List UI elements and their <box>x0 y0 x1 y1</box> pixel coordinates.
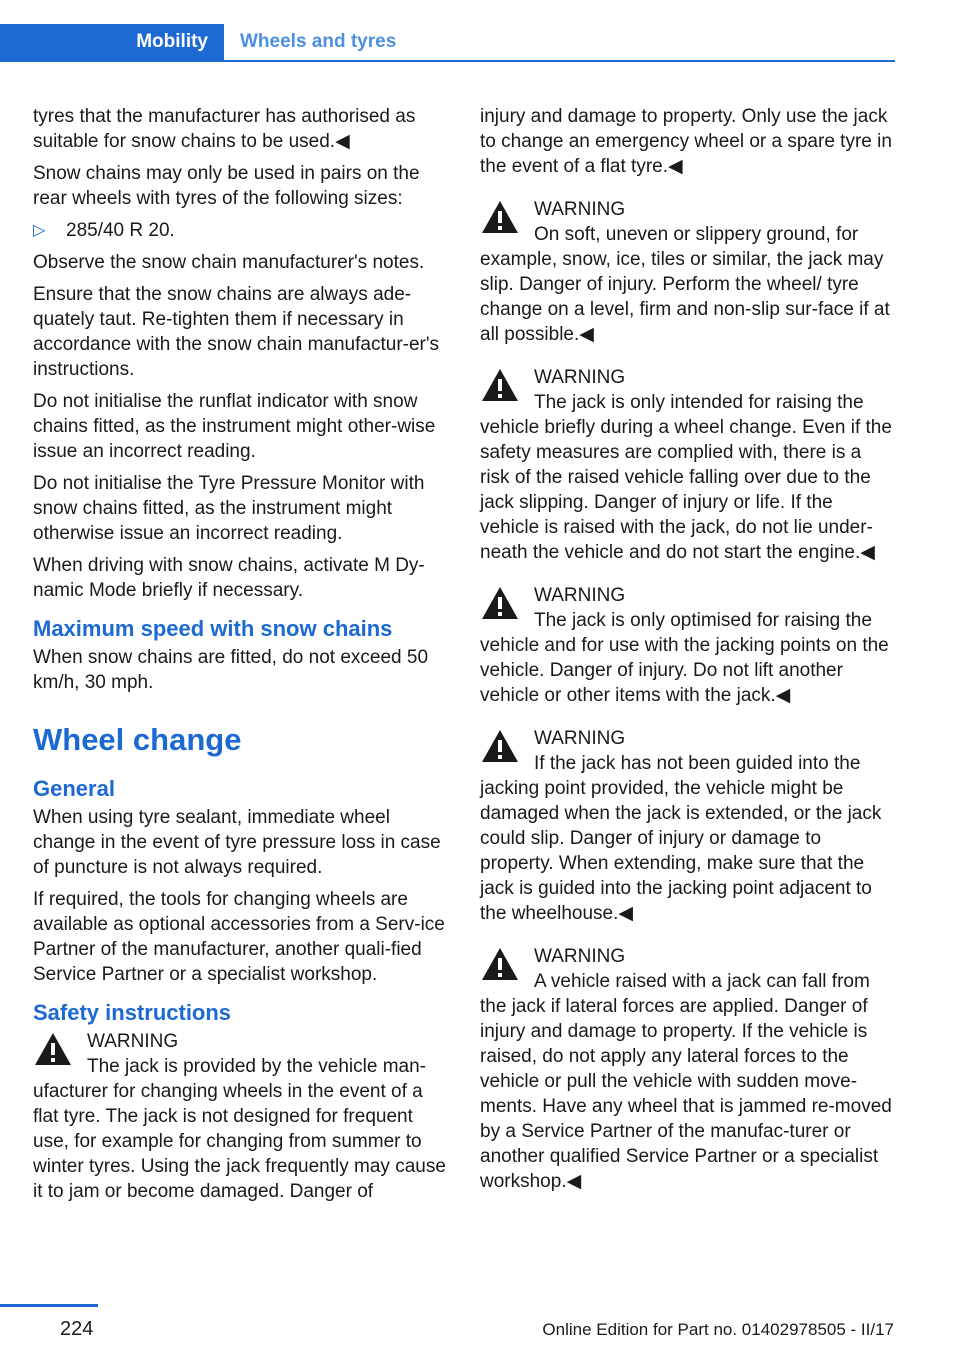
header-divider <box>0 60 895 62</box>
warning-triangle-icon <box>480 946 520 982</box>
paragraph: Do not initialise the Tyre Pressure Monitor with snow chains fitted, as the instrument might otherwise issue an incorrect reading. <box>33 473 425 544</box>
subsection-tab-wheels-and-tyres: Wheels and tyres <box>240 31 397 52</box>
paragraph: Ensure that the snow chains are always ade‐quately taut. Re-tighten them if necessary in accordance with the snow chain manufactur‐er's instructions. <box>33 284 439 380</box>
page-header <box>0 24 895 62</box>
warning-title: WARNING <box>534 946 626 967</box>
paragraph: Snow chains may only be used in pairs on the rear wheels with tyres of the following sizes: <box>33 163 420 209</box>
warning-text: The jack is provided by the vehicle man‐ufacturer for changing wheels in the event of a flat tyre. The jack is not designed for frequent use, for example for changing from summer to winter tyres. Using the jack frequently may cause it to jam or become damaged. Danger of <box>33 1056 446 1202</box>
warning-triangle-icon <box>33 1031 73 1067</box>
warning-title: WARNING <box>87 1031 179 1052</box>
warning-block <box>480 583 896 708</box>
page-number: 224 <box>60 1318 94 1340</box>
warning-triangle-icon <box>480 728 520 764</box>
list-item-text: 285/40 R 20. <box>66 220 175 241</box>
warning-title: WARNING <box>534 367 626 388</box>
list-item <box>33 218 453 243</box>
bullet-marker-icon: ▷ <box>33 222 46 239</box>
edition-note: Online Edition for Part no. 01402978505 - II/17 <box>542 1320 894 1339</box>
heading-safety-instructions: Safety instructions <box>33 1000 232 1025</box>
section-tab-mobility: Mobility <box>0 24 224 60</box>
warning-text: The jack is only optimised for raising the vehicle and for use with the jacking points on the vehicle. Danger of injury. Do not lift another vehicle or other items with the jack.◀ <box>480 610 889 706</box>
warning-text: A vehicle raised with a jack can fall from the jack if lateral forces are applied. Danger of injury and damage to property. If the vehicle is raised, do not apply any lateral forces to the vehicle or pull the vehicle with sudden move‐ments. Have any wheel that is jammed re‐moved by a Service Partner of the manufac‐turer or another qualified Service Partner or a specialist workshop.◀ <box>480 971 892 1192</box>
heading-general: General <box>33 776 115 801</box>
paragraph: When using tyre sealant, immediate wheel change in the event of tyre pressure loss in case of puncture is not always required. <box>33 807 441 878</box>
warning-block <box>480 944 896 1194</box>
warning-text: The jack is only intended for raising the vehicle briefly during a wheel change. Even if the safety measures are complied with, there is a risk of the raised vehicle falling over due to the jack slipping. Danger of injury or life. If the vehicle is raised with the jack, do not lie under‐neath the vehicle and do not start the engine.◀ <box>480 392 892 563</box>
paragraph: Observe the snow chain manufacturer's notes. <box>33 252 425 273</box>
warning-text: If the jack has not been guided into the jacking point provided, the vehicle might be damaged when the jack is extended, or the jack could slip. Danger of injury or damage to property. When extending, make sure that the jack is guided into the jacking point adjacent to the wheelhouse.◀ <box>480 753 882 924</box>
heading-max-speed: Maximum speed with snow chains <box>33 616 393 641</box>
right-column <box>480 104 896 1212</box>
paragraph: When driving with snow chains, activate M Dy‐namic Mode briefly if necessary. <box>33 555 425 601</box>
left-column <box>33 104 453 1222</box>
warning-block <box>480 197 896 347</box>
heading-wheel-change: Wheel change <box>33 722 242 757</box>
warning-title: WARNING <box>534 728 626 749</box>
paragraph: Do not initialise the runflat indicator with snow chains fitted, as the instrument might other‐wise issue an incorrect reading. <box>33 391 436 462</box>
warning-text: On soft, uneven or slippery ground, for example, snow, ice, tiles or similar, the jack may slip. Danger of injury. Perform the wheel/ tyre change on a level, firm and non-slip sur‐face if at all possible.◀ <box>480 224 890 345</box>
warning-block <box>33 1029 453 1204</box>
footer-divider <box>0 1304 98 1307</box>
warning-title: WARNING <box>534 199 626 220</box>
paragraph: If required, the tools for changing wheels are available as optional accessories from a Serv‐ice Partner of the manufacturer, another quali‐fied Service Partner or a specialist workshop. <box>33 889 445 985</box>
warning-triangle-icon <box>480 585 520 621</box>
warning-title: WARNING <box>534 585 626 606</box>
warning-block <box>480 365 896 565</box>
warning-block <box>480 726 896 926</box>
warning-triangle-icon <box>480 367 520 403</box>
paragraph: injury and damage to property. Only use the jack to change an emergency wheel or a spare tyre in the event of a flat tyre.◀ <box>480 106 892 177</box>
paragraph: When snow chains are fitted, do not exceed 50 km/h, 30 mph. <box>33 647 429 693</box>
paragraph: tyres that the manufacturer has authorised as suitable for snow chains to be used.◀ <box>33 106 416 152</box>
warning-triangle-icon <box>480 199 520 235</box>
